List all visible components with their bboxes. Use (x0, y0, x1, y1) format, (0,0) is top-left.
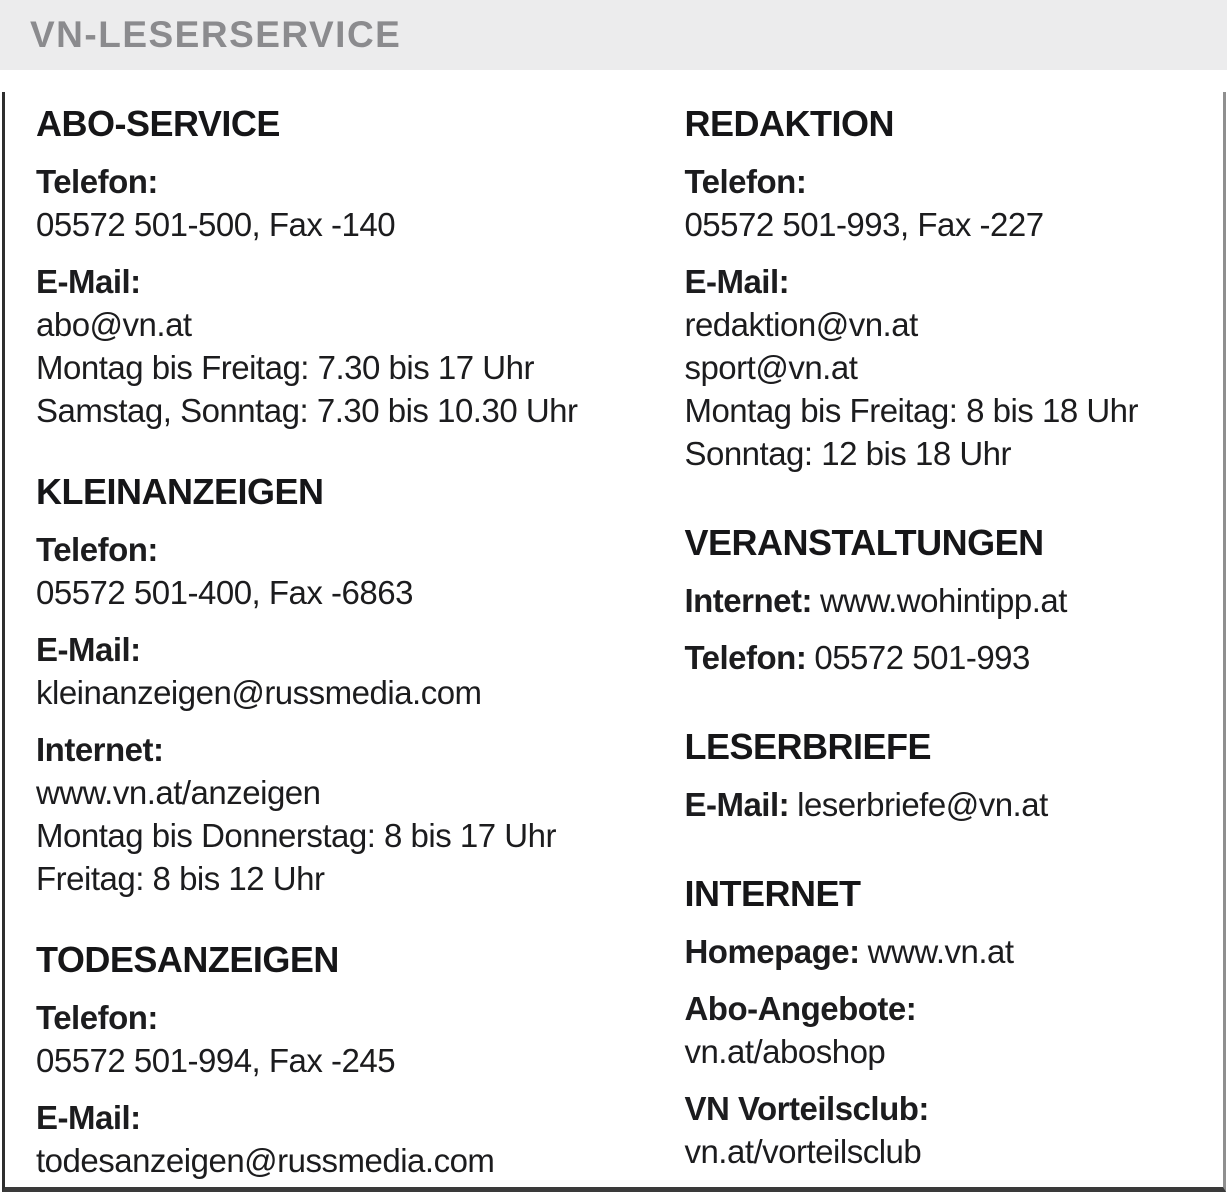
section-veranstaltungen (684, 523, 1215, 679)
phone-value: 05572 501-993, Fax -227 (684, 206, 1044, 243)
phone-value: 05572 501-993 (814, 639, 1030, 676)
vorteilsclub-block (684, 1087, 1215, 1173)
abo-angebote-block (684, 987, 1215, 1073)
section-title: TODESANZEIGEN (36, 939, 339, 980)
hours-line: Montag bis Freitag: 8 bis 18 Uhr (684, 392, 1139, 429)
left-column (5, 92, 614, 1187)
email-block (36, 628, 606, 714)
email-block (36, 260, 606, 432)
email-label: E-Mail: (684, 263, 790, 300)
email-block (684, 783, 1215, 826)
section-abo-service (36, 104, 606, 432)
homepage-block (684, 930, 1215, 973)
section-redaktion (684, 104, 1215, 475)
section-internet (684, 874, 1215, 1173)
phone-block (36, 996, 606, 1082)
vorteilsclub-label: VN Vorteilsclub: (684, 1090, 929, 1127)
section-title: INTERNET (684, 873, 861, 914)
hours-line: Freitag: 8 bis 12 Uhr (36, 860, 325, 897)
internet-block (36, 728, 606, 900)
section-todesanzeigen (36, 940, 606, 1182)
internet-block (684, 579, 1215, 622)
email-label: E-Mail: (36, 263, 141, 300)
email-value: abo@vn.at (36, 306, 192, 343)
phone-label: Telefon: (684, 163, 807, 200)
internet-label: Internet: (684, 582, 812, 619)
email-label: E-Mail: (36, 1099, 141, 1136)
email-value: kleinanzeigen@russmedia.com (36, 674, 482, 711)
hours-line: Samstag, Sonntag: 7.30 bis 10.30 Uhr (36, 392, 578, 429)
panel-title: VN-LESERSERVICE (30, 14, 402, 55)
url-value: www.vn.at/anzeigen (36, 774, 321, 811)
content-box (2, 92, 1226, 1192)
email-value: todesanzeigen@russmedia.com (36, 1142, 495, 1179)
email-value: leserbriefe@vn.at (797, 786, 1048, 823)
phone-label: Telefon: (684, 639, 807, 676)
phone-label: Telefon: (36, 163, 158, 200)
hours-line: Montag bis Freitag: 7.30 bis 17 Uhr (36, 349, 534, 386)
url-value: vn.at/aboshop (684, 1033, 886, 1070)
phone-label: Telefon: (36, 999, 158, 1036)
url-value: vn.at/vorteilsclub (684, 1133, 922, 1170)
url-value: www.vn.at (867, 933, 1014, 970)
panel-header (0, 0, 1227, 70)
phone-value: 05572 501-400, Fax -6863 (36, 574, 413, 611)
phone-block (36, 528, 606, 614)
email-value: sport@vn.at (684, 349, 858, 386)
section-title: VERANSTALTUNGEN (684, 522, 1044, 563)
internet-label: Internet: (36, 731, 164, 768)
phone-label: Telefon: (36, 531, 158, 568)
phone-block (684, 160, 1215, 246)
abo-angebote-label: Abo-Angebote: (684, 990, 917, 1027)
section-title: ABO-SERVICE (36, 103, 280, 144)
right-column (614, 92, 1223, 1187)
section-leserbriefe (684, 727, 1215, 826)
section-kleinanzeigen (36, 472, 606, 900)
phone-value: 05572 501-500, Fax -140 (36, 206, 396, 243)
section-title: KLEINANZEIGEN (36, 471, 324, 512)
hours-line: Montag bis Donnerstag: 8 bis 17 Uhr (36, 817, 556, 854)
email-label: E-Mail: (36, 631, 141, 668)
phone-block (36, 160, 606, 246)
email-block (684, 260, 1215, 475)
homepage-label: Homepage: (684, 933, 860, 970)
section-title: REDAKTION (684, 103, 894, 144)
phone-value: 05572 501-994, Fax -245 (36, 1042, 396, 1079)
url-value: www.wohintipp.at (819, 582, 1067, 619)
section-title: LESERBRIEFE (684, 726, 931, 767)
hours-line: Sonntag: 12 bis 18 Uhr (684, 435, 1012, 472)
phone-block (684, 636, 1215, 679)
email-value: redaktion@vn.at (684, 306, 918, 343)
email-label: E-Mail: (684, 786, 790, 823)
email-block (36, 1096, 606, 1182)
